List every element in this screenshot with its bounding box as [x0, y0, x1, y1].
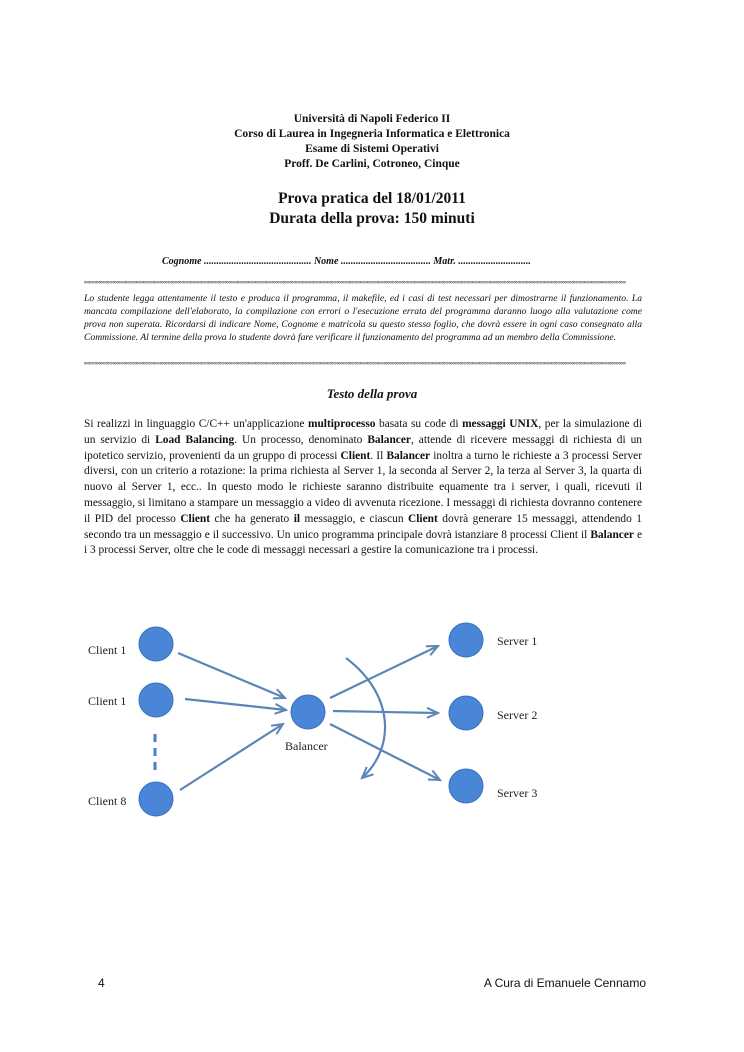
server-1-label: Server 1	[497, 634, 538, 648]
nome-field: Nome ....................................	[313, 256, 431, 267]
exam-date-title: Prova pratica del 18/01/2011	[278, 190, 466, 207]
rotation-arrow	[346, 658, 385, 778]
server-1-node	[449, 623, 483, 657]
exam-duration-title: Durata della prova: 150 minuti	[269, 210, 475, 227]
exam-header	[0, 112, 744, 172]
balancer-node	[291, 695, 325, 729]
section-title: Testo della prova	[326, 386, 418, 401]
server-3-label: Server 3	[497, 786, 538, 800]
server-2-node	[449, 696, 483, 730]
professors: Proff. De Carlini, Cotroneo, Cinque	[284, 158, 460, 170]
page-number: 4	[98, 976, 105, 990]
server-2-label: Server 2	[497, 708, 538, 722]
client-1b-label: Client 1	[88, 694, 127, 708]
arrow-client1b-balancer	[185, 699, 286, 710]
arrow-client8-balancer	[180, 724, 283, 790]
server-3-node	[449, 769, 483, 803]
cognome-field: Cognome ...........................................	[162, 256, 312, 267]
exam-name: Esame di Sistemi Operativi	[305, 143, 439, 155]
top-separator: ∞∞∞∞∞∞∞∞∞∞∞∞∞∞∞∞∞∞∞∞∞∞∞∞∞∞∞∞∞∞∞∞∞∞∞∞∞∞∞∞∞∞∞∞∞∞∞∞∞∞∞∞∞∞∞∞∞∞∞∞∞∞∞∞∞∞∞∞∞∞∞∞∞∞∞∞∞∞∞∞∞∞∞∞∞∞∞∞∞∞∞∞∞∞∞∞∞∞∞∞∞∞∞∞∞∞∞∞∞∞∞∞∞∞∞∞∞∞∞∞∞∞∞∞∞∞∞∞∞∞∞∞∞∞∞∞∞∞∞∞∞∞∞∞∞∞∞∞∞∞	[84, 279, 626, 286]
load-balancer-diagram	[0, 600, 744, 830]
exam-titles	[0, 189, 744, 229]
client-1a-label: Client 1	[88, 643, 127, 657]
student-fields	[162, 256, 602, 267]
arrow-balancer-server2	[333, 711, 438, 713]
client-8-label: Client 8	[88, 794, 127, 808]
course-name: Corso di Laurea in Ingegneria Informatica e Elettronica	[234, 128, 510, 140]
matr-field: Matr. .............................	[433, 256, 531, 267]
assignment-text: Si realizzi in linguaggio C/C++ un'applicazione multiprocesso basata su code di messaggi UNIX, per la simulazione di un servizio di Load Balancing. Un processo, denominato Balancer, attende di ricevere messaggi di richiesta di un ipotetico servizio, provenienti da un gruppo di processi Client. Il Balancer inoltra a turno le richieste a 3 processi Server diversi, con un criterio a rotazione: la prima richiesta al Server 1, la seconda al Server 2, la terza al Server 3, la quarta di nuovo al Server 1, ecc.. In questo modo le richieste saranno distribuite equamente tra i server, i quali, ricevuti il messaggio, si limitano a stampare un messaggio a video di avvenuta ricezione. I messaggi di richiesta dovranno contenere il PID del processo Client che ha generato il messaggio, e ciascun Client dovrà generare 15 messaggi, attendendo 1 secondo tra un messaggio e il successivo. Un unico programma principale dovrà istanziare 8 processi Client il Balancer e i 3 processi Server, oltre che le code di messaggi necessari a gestire la comunicazione tra i processi.	[84, 418, 642, 557]
arrow-client1a-balancer	[178, 653, 285, 698]
client-8-node	[139, 782, 173, 816]
footer-credit: A Cura di Emanuele Cennamo	[483, 976, 646, 990]
client-1b-node	[139, 683, 173, 717]
balancer-label: Balancer	[285, 739, 328, 753]
client-1a-node	[139, 627, 173, 661]
bottom-separator: ∞∞∞∞∞∞∞∞∞∞∞∞∞∞∞∞∞∞∞∞∞∞∞∞∞∞∞∞∞∞∞∞∞∞∞∞∞∞∞∞∞∞∞∞∞∞∞∞∞∞∞∞∞∞∞∞∞∞∞∞∞∞∞∞∞∞∞∞∞∞∞∞∞∞∞∞∞∞∞∞∞∞∞∞∞∞∞∞∞∞∞∞∞∞∞∞∞∞∞∞∞∞∞∞∞∞∞∞∞∞∞∞∞∞∞∞∞∞∞∞∞∞∞∞∞∞∞∞∞∞∞∞∞∞∞∞∞∞∞∞∞∞∞∞∞∞∞∞∞∞	[84, 360, 626, 367]
arrow-balancer-server1	[330, 646, 438, 698]
university-name: Università di Napoli Federico II	[293, 113, 451, 125]
instructions-text: Lo studente legga attentamente il testo e produca il programma, il makefile, ed i casi di test necessari per dimostrarne il funzionamento. La mancata compilazione dell'elaborato, la compilazione con errori o l'esecuzione errata del programma daranno luogo alla valutazione come prova non superata. Ricordarsi di indicare Nome, Cognome e matricola su questo stesso foglio, che dovrà essere in ogni caso consegnato alla Commissione. Al termine della prova lo studente dovrà fare verificare il funzionamento del programma ad un membro della Commissione.	[84, 293, 642, 343]
